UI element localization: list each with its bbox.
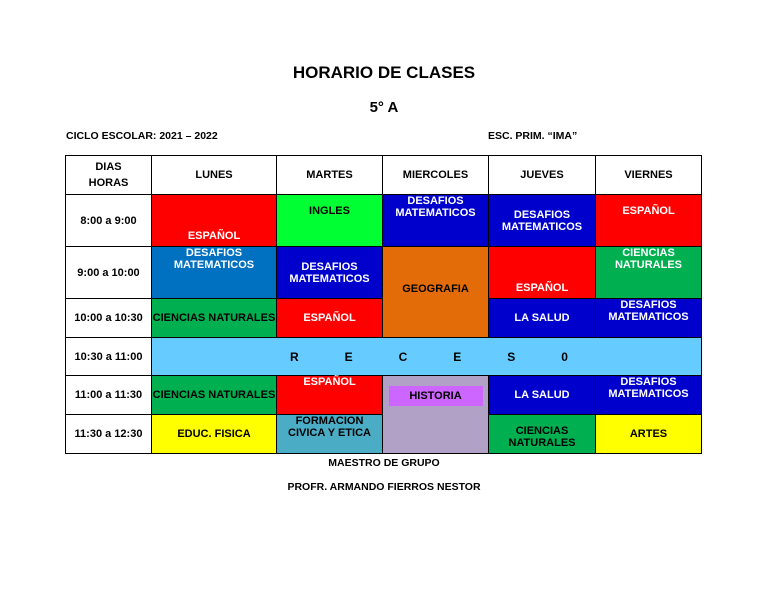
subject-cell (489, 195, 596, 247)
subject-cell (596, 299, 702, 338)
recess-letter: R (289, 349, 299, 364)
school-cycle: CICLO ESCOLAR: 2021 – 2022 (66, 130, 218, 142)
subject-cell (596, 415, 702, 454)
subject-label: INGLES (309, 205, 350, 217)
day-header-miercoles: MIERCOLES (383, 156, 489, 195)
subject-cell (152, 247, 277, 299)
recess-letter: C (398, 349, 408, 364)
subject-label: DESAFIOS MATEMATICOS (608, 299, 689, 323)
subject-cell (277, 376, 383, 415)
time-cell: 11:30 a 12:30 (66, 415, 152, 454)
subject-cell (152, 376, 277, 415)
subject-label: ESPAÑOL (622, 205, 675, 217)
recess-letter: S (507, 349, 516, 364)
subject-label: ESPAÑOL (515, 282, 569, 294)
subject-label: CIENCIAS NATURALES (152, 312, 276, 324)
subject-cell (277, 247, 383, 299)
subject-label: HISTORIA (409, 390, 462, 402)
group-label: 5° A (369, 99, 399, 116)
schedule-table (65, 155, 702, 454)
time-cell: 9:00 a 10:00 (66, 247, 152, 299)
table-row (66, 338, 702, 376)
subject-cell (383, 195, 489, 247)
subject-label: ESPAÑOL (303, 376, 356, 388)
school-name: ESC. PRIM. “IMA” (488, 130, 578, 142)
subject-cell (489, 376, 596, 415)
table-row (66, 376, 702, 415)
subject-label: LA SALUD (514, 389, 570, 401)
subject-label: CIENCIAS NATURALES (508, 425, 576, 449)
subject-label: DESAFIOS MATEMATICOS (501, 208, 583, 233)
time-cell: 10:30 a 11:00 (66, 338, 152, 376)
subject-cell (383, 247, 489, 338)
time-cell: 11:00 a 11:30 (66, 376, 152, 415)
day-header-martes: MARTES (277, 156, 383, 195)
subject-label: DESAFIOS MATEMATICOS (395, 195, 476, 219)
subject-cell (596, 376, 702, 415)
subject-label: ARTES (629, 428, 668, 440)
subject-cell (489, 299, 596, 338)
day-header-jueves: JUEVES (489, 156, 596, 195)
subject-cell (277, 415, 383, 454)
recess-cell (152, 338, 702, 376)
subject-label: CIENCIAS NATURALES (152, 389, 276, 401)
day-header-viernes: VIERNES (596, 156, 702, 195)
corner-days-label: DIAS (95, 161, 122, 173)
subject-label: GEOGRAFIA (402, 283, 469, 295)
page-title: HORARIO DE CLASES (292, 63, 476, 82)
recess-letter: E (453, 349, 462, 364)
subject-cell (489, 247, 596, 299)
historia-box (389, 386, 483, 406)
subject-label: CIENCIAS NATURALES (614, 247, 682, 271)
subject-label: DESAFIOS MATEMATICOS (608, 376, 689, 400)
recess-letter: E (344, 349, 353, 364)
teacher-name: PROFR. ARMANDO FIERROS NESTOR (287, 481, 481, 493)
recess-letter: 0 (561, 349, 568, 364)
corner-hours-label: HORAS (88, 177, 129, 189)
subject-label: LA SALUD (514, 312, 570, 324)
subject-cell (277, 195, 383, 247)
subject-cell: ESPAÑOL (187, 230, 241, 242)
table-row (66, 195, 702, 247)
subject-label: ESPAÑOL (303, 312, 356, 324)
subject-label: DESAFIOS MATEMATICOS (289, 260, 370, 285)
subject-cell (152, 299, 277, 338)
subject-label: EDUC. FISICA (177, 428, 251, 440)
time-cell: 10:00 a 10:30 (66, 299, 152, 338)
subject-label: FORMACION CIVICA Y ETICA (288, 415, 371, 439)
table-row (66, 247, 702, 299)
subject-cell (277, 299, 383, 338)
subject-cell (383, 376, 489, 454)
day-header-lunes: LUNES (152, 156, 277, 195)
subject-cell (596, 247, 702, 299)
header-row (66, 156, 702, 195)
time-cell: 8:00 a 9:00 (66, 195, 152, 247)
corner-cell (66, 156, 152, 195)
subject-cell (152, 415, 277, 454)
subject-cell (489, 415, 596, 454)
subject-cell (596, 195, 702, 247)
subject-label: DESAFIOS MATEMATICOS (173, 247, 255, 271)
teacher-role: MAESTRO DE GRUPO (328, 457, 440, 469)
